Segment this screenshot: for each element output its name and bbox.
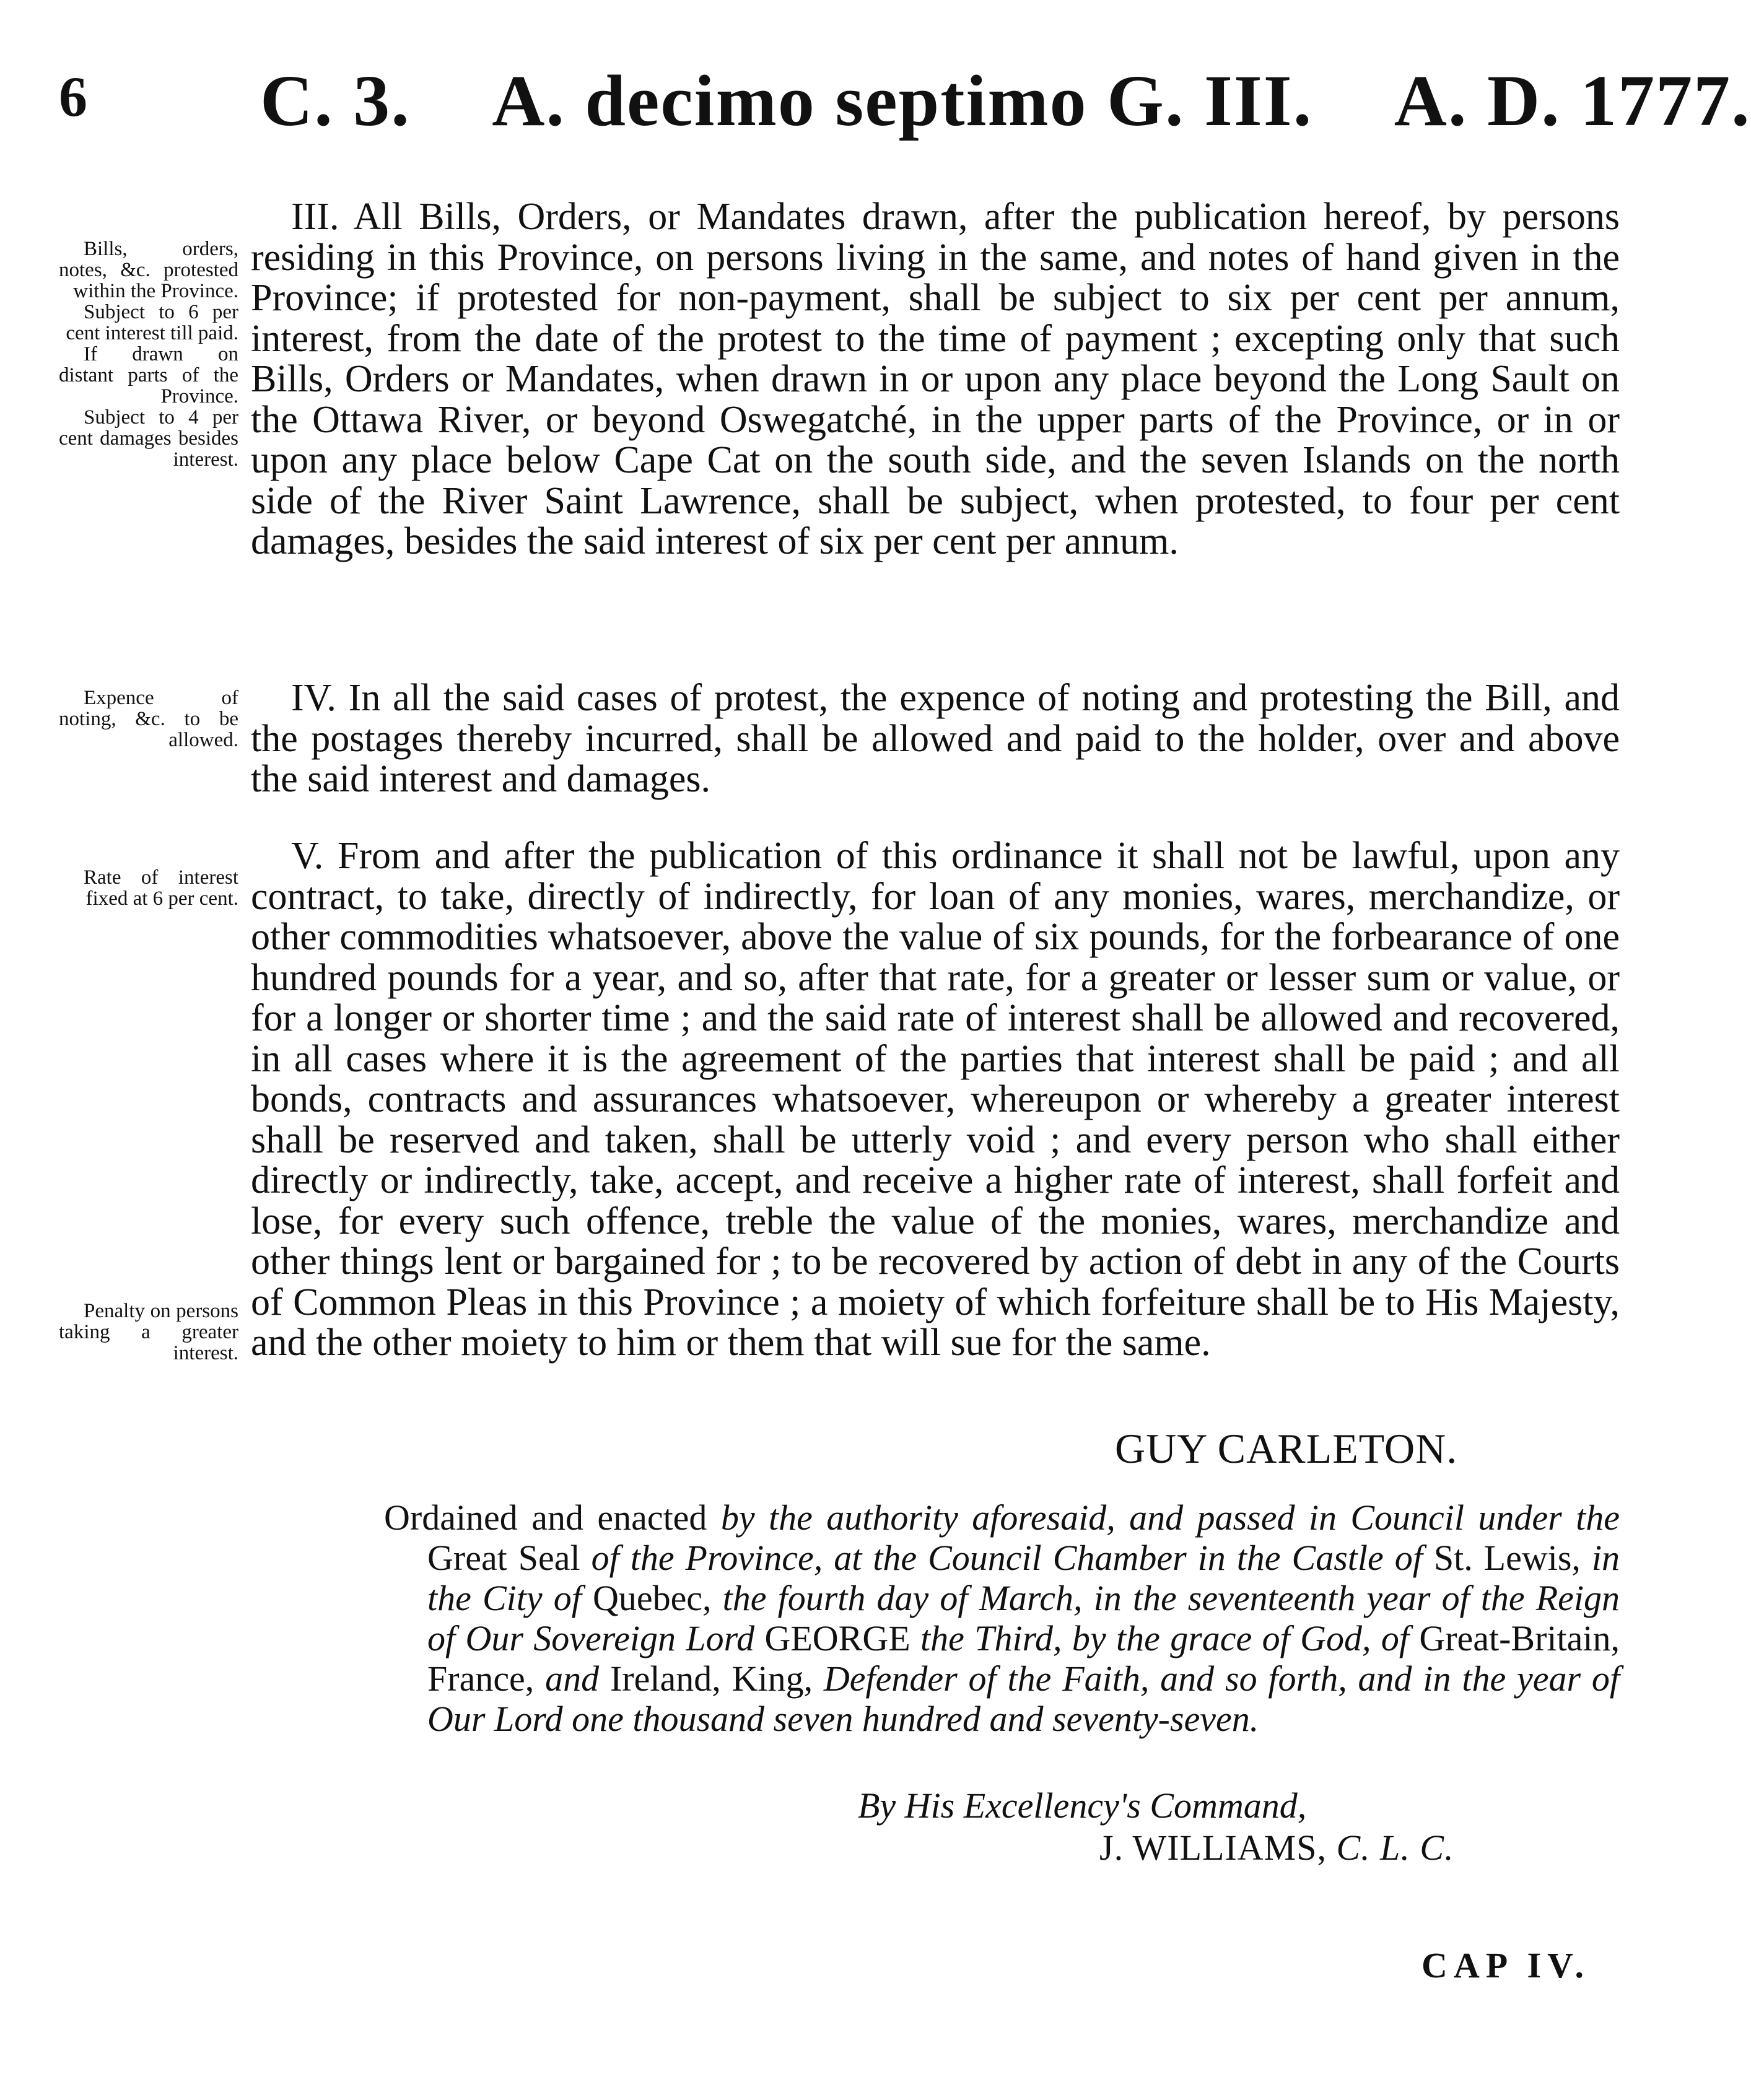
realm-king: Ireland, King, xyxy=(610,1658,813,1699)
margin-note-bills xyxy=(59,238,238,470)
page-number: 6 xyxy=(59,65,87,128)
margin-note-expence xyxy=(59,687,238,751)
margin-note-distant: If drawn on distant parts of the Province. xyxy=(59,343,238,407)
king-name: GEORGE xyxy=(764,1618,910,1658)
castle-name: St. Lewis, xyxy=(1433,1538,1581,1578)
margin-note-rate-text: Rate of interest fixed at 6 per cent. xyxy=(84,866,238,910)
defender-phrase: Defender of the Faith, and so forth, and in the year of Our Lord one thousand seven hundred and seventy-seven. xyxy=(427,1658,1620,1739)
regnal-year: A. decimo septimo G. III. xyxy=(492,60,1313,141)
king-title: the Third, by the grace of God, of xyxy=(920,1618,1409,1658)
date-phrase: the fourth day of March, in the seventeenth year of the Reign of Our Sovereign Lord xyxy=(427,1578,1620,1658)
clerk-signature xyxy=(1099,1827,1454,1868)
governor-signature: GUY CARLETON. xyxy=(1115,1425,1458,1472)
council-chamber: of the Province, at the Council Chamber in the Castle of xyxy=(591,1538,1423,1578)
realm-names: Great-Britain, France, xyxy=(427,1618,1620,1699)
city-phrase: in the City of xyxy=(427,1538,1620,1618)
great-seal: Great Seal xyxy=(427,1538,580,1578)
clerk-name: J. WILLIAMS, xyxy=(1099,1828,1327,1868)
margin-note-damages: Subject to 4 per cent damages besides interest. xyxy=(59,406,238,471)
city-name: Quebec, xyxy=(592,1578,712,1618)
running-title xyxy=(260,59,1751,143)
clerk-title: C. L. C. xyxy=(1336,1828,1454,1868)
margin-note-penalty xyxy=(59,1301,238,1364)
by-command: By His Excellency's Command, xyxy=(858,1785,1307,1826)
running-head xyxy=(59,59,1751,152)
section-iii: III. All Bills, Orders, or Mandates drawn, after the publication hereof, by persons residing in this Province, on persons living in the same, and notes of hand given in the Province; if protested for non-payment, shall be subject to six per cent per annum, interest, from the date of the protest to the time of payment ; excepting only that such Bills, Orders or Mandates, when drawn in or upon any place beyond the Long Sault on the Ottawa River, or beyond Oswegatché, in the upper parts of the Province, or in or upon any place below Cape Cat on the south side, and the seven Islands on the north side of the River Saint Lawrence, shall be subject, when protested, to four per cent damages, besides the said interest of six per cent per annum. xyxy=(251,196,1620,562)
enacting-phrase: Ordained and enacted xyxy=(384,1497,707,1538)
enacting-clause xyxy=(384,1497,1620,1739)
margin-note-expence-text: Expence of noting, &c. to be allowed. xyxy=(59,687,238,751)
section-v: V. From and after the publication of this ordinance it shall not be lawful, upon any contract, to take, directly of indirectly, for loan of any monies, wares, merchandize, or other commodities whatsoever, above the value of six pounds, for the forbearance of one hundred pounds for a year, and so, after that rate, for a greater or lesser sum or value, or for a longer or shorter time ; and the said rate of interest shall be allowed and recovered, in all cases where it is the agreement of the parties that interest shall be paid ; and all bonds, contracts and assurances whatsoever, whereupon or whereby a greater interest shall be reserved and taken, shall be utterly void ; and every person who shall either directly or indirectly, take, accept, and receive a higher rate of interest, shall forfeit and lose, for every such offence, treble the value of the monies, wares, merchandize and other things lent or bargained for ; to be recovered by action of debt in any of the Courts of Common Pleas in this Province ; a moiety of which forfeiture shall be to His Majesty, and the other moiety to him or them that will sue for the same. xyxy=(251,835,1620,1364)
margin-note-interest: Subject to 6 per cent interest till paid. xyxy=(66,301,238,344)
realm-conjunction: and xyxy=(545,1658,600,1699)
margin-note-bills-protested: Bills, orders, notes, &c. protested within the Province. xyxy=(59,238,238,302)
margin-note-rate xyxy=(59,867,238,909)
margin-note-penalty-text: Penalty on persons taking a greater interest. xyxy=(59,1300,238,1364)
catchword: CAP IV. xyxy=(1421,1945,1590,1985)
chapter-number: C. 3. xyxy=(260,60,411,141)
section-iv: IV. In all the said cases of protest, the expence of noting and protesting the Bill, and the postages thereby incurred, shall be allowed and paid to the holder, over and above the said interest and damages. xyxy=(251,677,1620,800)
year-of-lord: A. D. 1777. xyxy=(1394,60,1751,141)
enacting-authority: by the authority aforesaid, and passed in Council under the xyxy=(720,1497,1620,1538)
